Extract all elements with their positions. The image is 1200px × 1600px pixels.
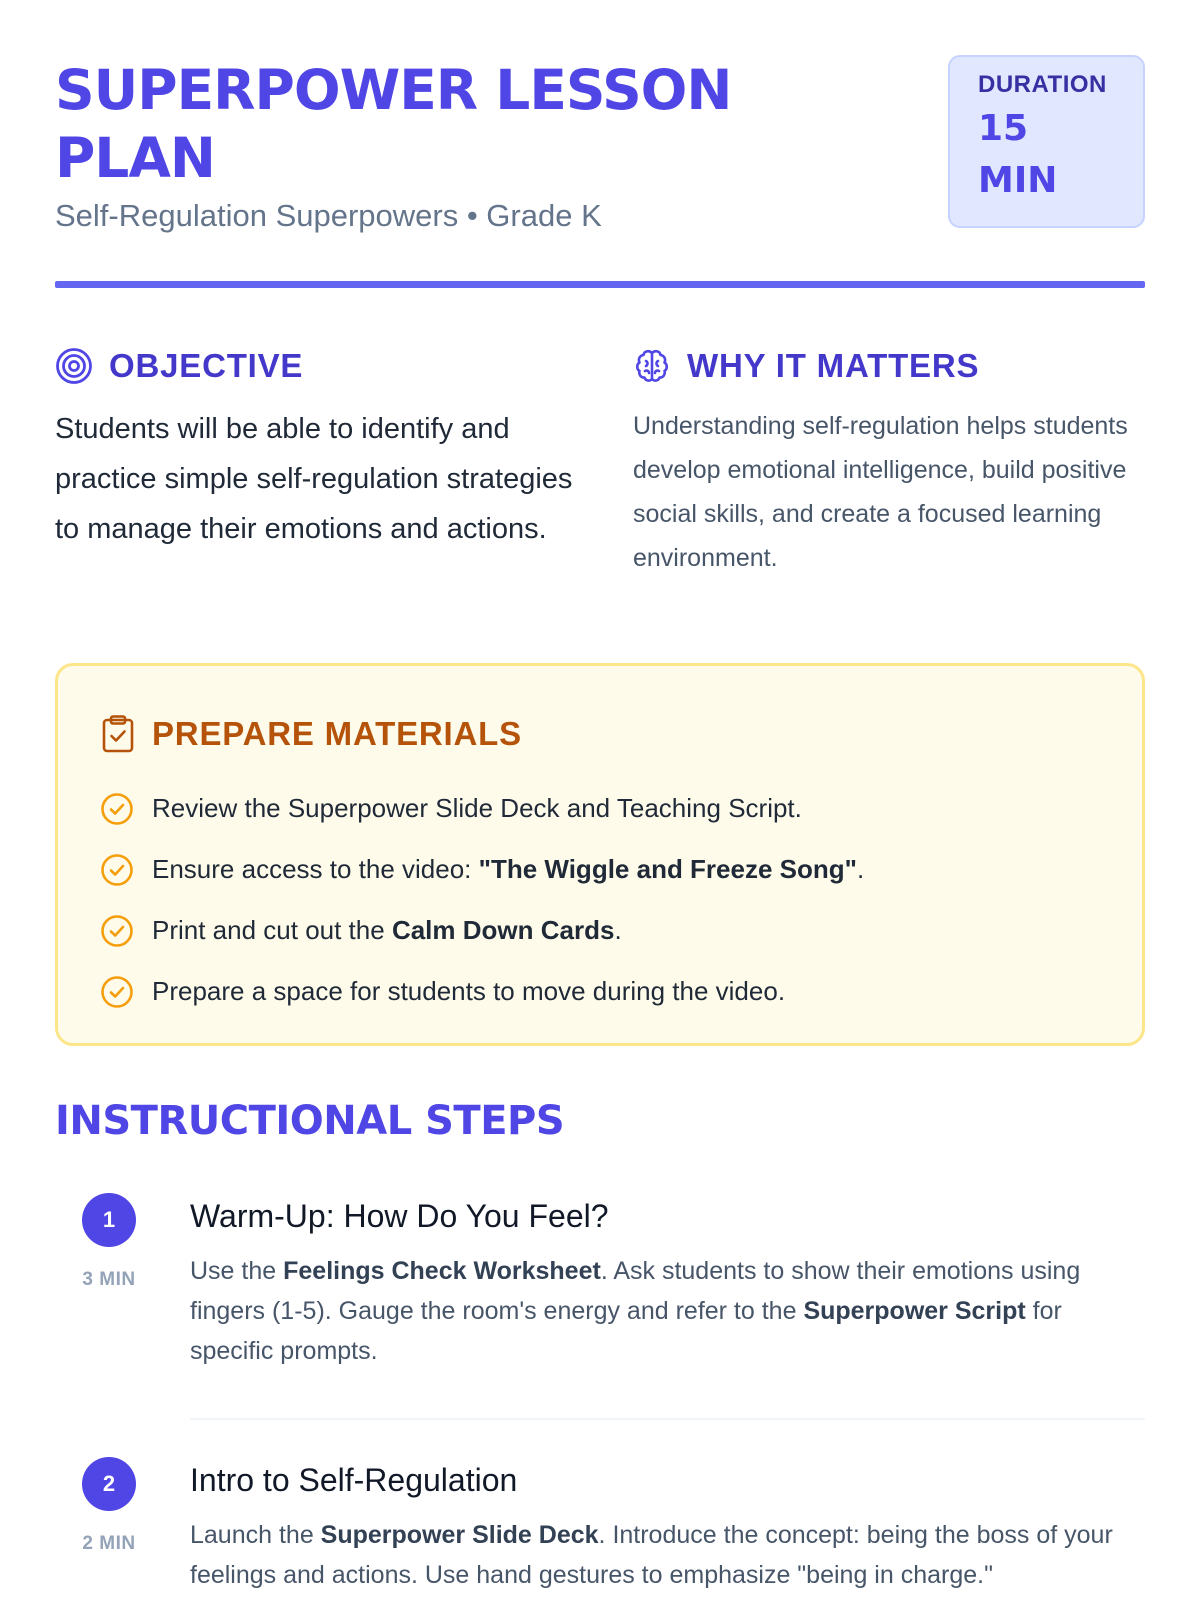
step-description: Launch the Superpower Slide Deck. Introduce the concept: being the boss of your feelings and actions. Use hand gestures to emphasize "being in charge."	[190, 1521, 1113, 1589]
materials-item-text: Ensure access to the video: "The Wiggle and Freeze Song".	[152, 854, 865, 884]
step-duration: 2 MIN	[82, 1533, 136, 1554]
step-title: Intro to Self-Regulation	[190, 1462, 518, 1498]
objective-heading: OBJECTIVE	[109, 347, 304, 384]
materials-list	[100, 778, 1142, 1022]
duration-value: 15 MIN	[978, 108, 1058, 201]
materials-item-text: Print and cut out the Calm Down Cards.	[152, 915, 622, 945]
materials-card	[55, 663, 1145, 1046]
check-circle-icon	[100, 975, 134, 1009]
check-circle-icon	[100, 853, 134, 887]
step-divider	[190, 1418, 1145, 1420]
why-text: Understanding self-regulation helps students develop emotional intelligence, build positive social skills, and create a focused learning environment.	[633, 412, 1128, 572]
objective-section	[55, 338, 575, 554]
step-duration: 3 MIN	[82, 1269, 136, 1290]
step-title: Warm-Up: How Do You Feel?	[190, 1198, 609, 1234]
materials-item	[100, 778, 1142, 839]
why-heading-row	[633, 338, 1145, 394]
page-title: SUPERPOWER LESSON PLAN	[55, 58, 732, 190]
step-body	[190, 1457, 1145, 1595]
materials-item	[100, 839, 1142, 900]
materials-heading: PREPARE MATERIALS	[152, 715, 522, 752]
materials-heading-row	[100, 704, 1142, 764]
duration-label: DURATION	[978, 71, 1107, 98]
materials-item	[100, 961, 1142, 1022]
step-item	[55, 1193, 1145, 1378]
header	[55, 0, 1145, 290]
duration-badge	[948, 55, 1145, 228]
materials-item	[100, 900, 1142, 961]
step-description: Use the Feelings Check Worksheet. Ask students to show their emotions using fingers (1-5). Gauge the room's energy and refer to the Superpower Script for specific prompts.	[190, 1257, 1081, 1365]
why-it-matters-section	[633, 338, 1145, 580]
step-body	[190, 1193, 1145, 1371]
check-circle-icon	[100, 914, 134, 948]
brain-icon	[633, 347, 671, 385]
clipboard-check-icon	[100, 714, 136, 754]
why-heading: WHY IT MATTERS	[687, 347, 980, 384]
objective-text: Students will be able to identify and practice simple self-regulation strategies to manage their emotions and actions.	[55, 413, 573, 545]
step-number-badge: 1	[82, 1193, 136, 1247]
instructional-steps-heading: INSTRUCTIONAL STEPS	[55, 1098, 565, 1144]
page-subtitle: Self-Regulation Superpowers • Grade K	[55, 198, 602, 233]
overview-columns	[55, 338, 1145, 618]
target-icon	[55, 347, 93, 385]
materials-item-text: Review the Superpower Slide Deck and Teaching Script.	[152, 793, 802, 823]
header-divider	[55, 281, 1145, 288]
materials-item-text: Prepare a space for students to move during the video.	[152, 976, 786, 1006]
objective-heading-row	[55, 338, 575, 394]
step-item	[55, 1457, 1145, 1600]
step-number-badge: 2	[82, 1457, 136, 1511]
check-circle-icon	[100, 792, 134, 826]
